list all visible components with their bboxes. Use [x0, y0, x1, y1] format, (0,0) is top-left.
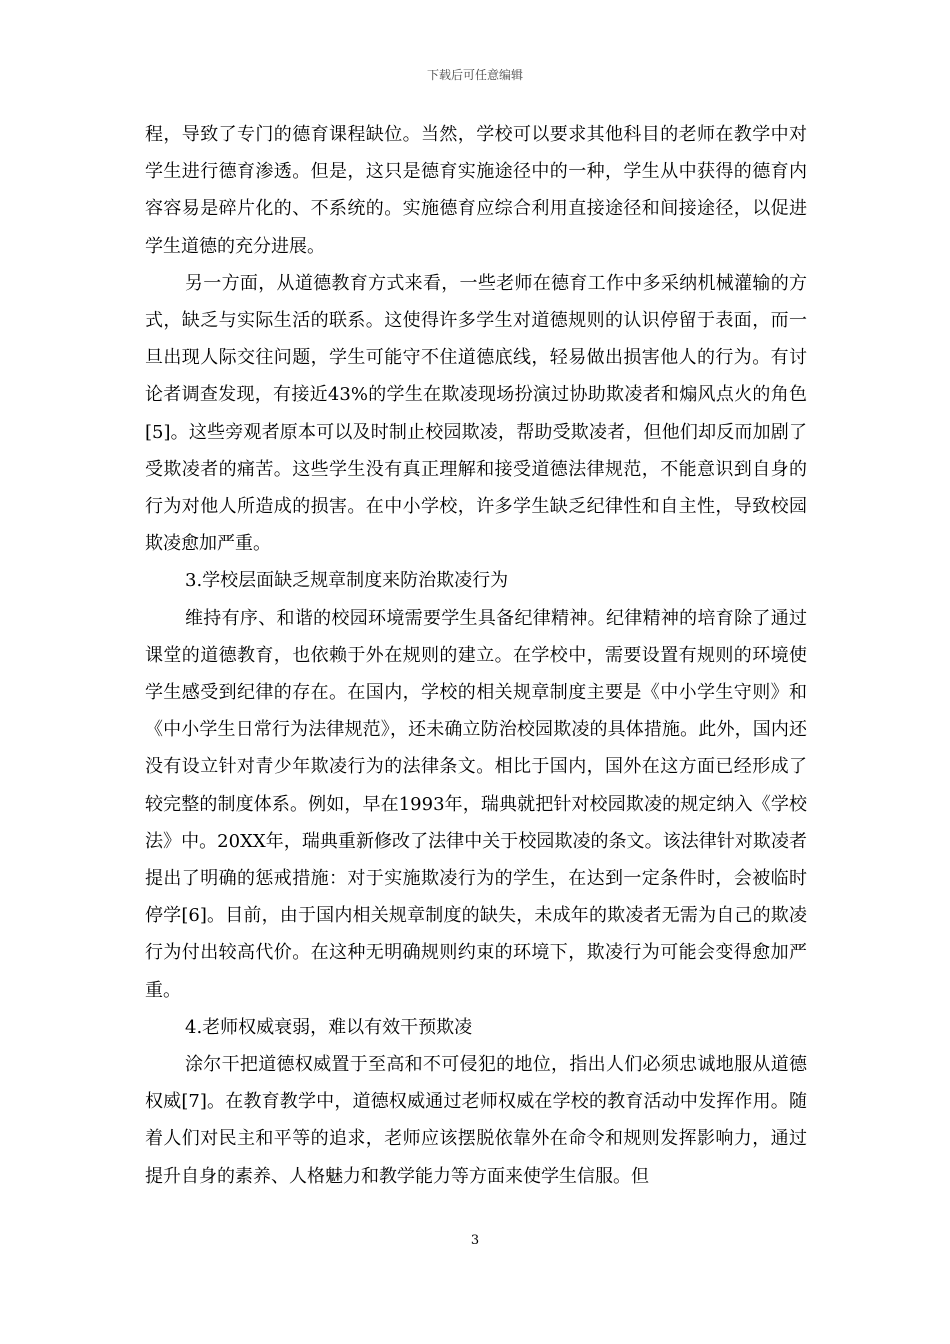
document-body [145, 116, 807, 1195]
page-number: 3 [470, 1233, 480, 1248]
section-heading-3: 3.学校层面缺乏规章制度来防治欺凌行为 [185, 570, 509, 592]
section-heading-4: 4.老师权威衰弱，难以有效干预欺凌 [185, 1016, 473, 1038]
paragraph-3: 维持有序、和谐的校园环境需要学生具备纪律精神。纪律精神的培育除了通过课堂的道德教育，也依赖于外在规则的建立。在学校中，需要设置有规则的环境使学生感受到纪律的存在。在国内，学校的相关规章制度主要是《中小学生守则》和《中小学生日常行为法律规范》，还未确立防治校园欺凌的具体措施。此外，国内还没有设立针对青少年欺凌行为的法律条文。相比于国内，国外在这方面已经形成了较完整的制度体系。例如，早在1993年，瑞典就把针对校园欺凌的规定纳入《学校法》中。20XX年，瑞典重新修改了法律中关于校园欺凌的条文。该法律针对欺凌者提出了明确的惩戒措施：对于实施欺凌行为的学生，在达到一定条件时，会被临时停学[6]。目前，由于国内相关规章制度的缺失，未成年的欺凌者无需为自己的欺凌行为付出较高代价。在这种无明确规则约束的环境下，欺凌行为可能会变得愈加严重。 [145, 607, 807, 1001]
paragraph-4: 涂尔干把道德权威置于至高和不可侵犯的地位，指出人们必须忠诚地服从道德权威[7]。在教育教学中，道德权威通过老师权威在学校的教育活动中发挥作用。随着人们对民主和平等的追求，老师应该摆脱依靠外在命令和规则发挥影响力，通过提升自身的素养、人格魅力和教学能力等方面来使学生信服。但 [145, 1054, 807, 1187]
paragraph-1: 程，导致了专门的德育课程缺位。当然，学校可以要求其他科目的老师在教学中对学生进行德育渗透。但是，这只是德育实施途径中的一种，学生从中获得的德育内容容易是碎片化的、不系统的。实施德育应综合利用直接途径和间接途径，以促进学生道德的充分进展。 [145, 124, 807, 257]
paragraph-2: 另一方面，从道德教育方式来看，一些老师在德育工作中多采纳机械灌输的方式，缺乏与实际生活的联系。这使得许多学生对道德规则的认识停留于表面，而一旦出现人际交往问题，学生可能守不住道德底线，轻易做出损害他人的行为。有讨论者调查发现，有接近43%的学生在欺凌现场扮演过协助欺凌者和煽风点火的角色[5]。这些旁观者原本可以及时制止校园欺凌，帮助受欺凌者，但他们却反而加剧了受欺凌者的痛苦。这些学生没有真正理解和接受道德法律规范，不能意识到自身的行为对他人所造成的损害。在中小学校，许多学生缺乏纪律性和自主性，导致校园欺凌愈加严重。 [145, 272, 807, 555]
page-header: 下载后可任意编辑 [426, 68, 523, 82]
